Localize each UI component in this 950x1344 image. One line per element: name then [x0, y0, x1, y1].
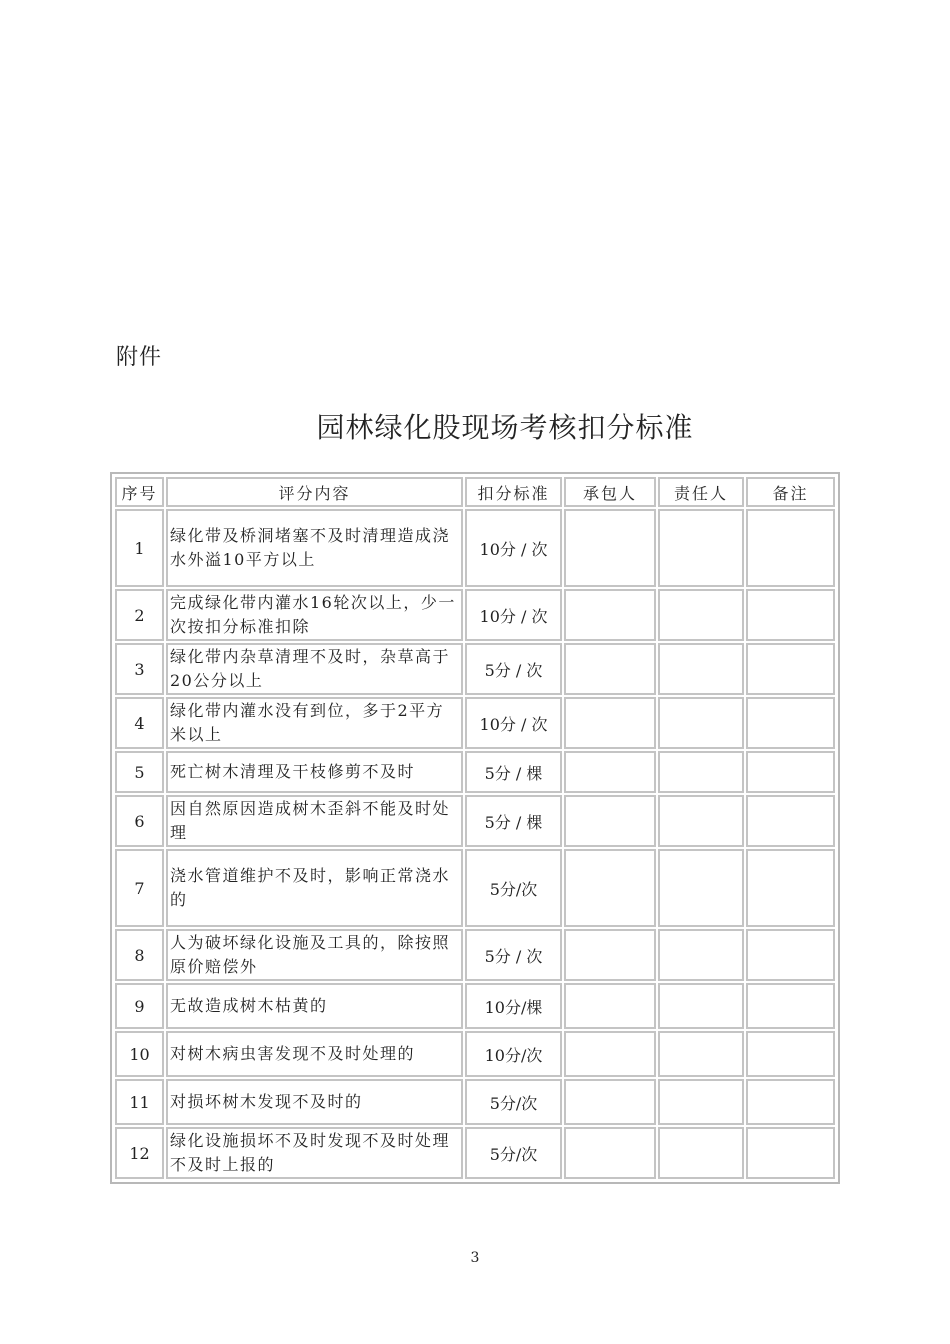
- row-remarks-cell: [746, 929, 835, 981]
- deduction-table-frame: [110, 472, 840, 1184]
- row-responsible-cell: [658, 751, 744, 793]
- row-remarks-cell: [746, 1031, 835, 1077]
- row-remarks-cell: [746, 849, 835, 927]
- header-no: 序号: [115, 477, 164, 507]
- deduction-table: [113, 475, 837, 1181]
- row-content: 绿化带内灌水没有到位，多于2平方米以上: [166, 697, 463, 749]
- row-contractor-cell: [564, 795, 656, 847]
- row-number: 1: [115, 509, 164, 587]
- row-responsible-cell: [658, 929, 744, 981]
- row-responsible-cell: [658, 697, 744, 749]
- row-deduction: 10分 / 次: [465, 697, 562, 749]
- table-row: [115, 1031, 835, 1077]
- row-contractor-cell: [564, 751, 656, 793]
- row-content: 绿化带内杂草清理不及时，杂草高于20公分以上: [166, 643, 463, 695]
- row-remarks-cell: [746, 983, 835, 1029]
- row-remarks-cell: [746, 795, 835, 847]
- row-number: 11: [115, 1079, 164, 1125]
- row-content: 无故造成树木枯黄的: [166, 983, 463, 1029]
- row-contractor-cell: [564, 983, 656, 1029]
- row-deduction: 5分/次: [465, 1079, 562, 1125]
- row-contractor-cell: [564, 589, 656, 641]
- row-contractor-cell: [564, 643, 656, 695]
- table-row: [115, 589, 835, 641]
- table-row: [115, 1127, 835, 1179]
- row-number: 5: [115, 751, 164, 793]
- table-row: [115, 697, 835, 749]
- row-responsible-cell: [658, 983, 744, 1029]
- row-content: 绿化带及桥洞堵塞不及时清理造成浇水外溢10平方以上: [166, 509, 463, 587]
- table-row: [115, 509, 835, 587]
- row-contractor-cell: [564, 1079, 656, 1125]
- row-content: 完成绿化带内灌水16轮次以上，少一次按扣分标准扣除: [166, 589, 463, 641]
- row-responsible-cell: [658, 849, 744, 927]
- row-contractor-cell: [564, 1127, 656, 1179]
- row-contractor-cell: [564, 1031, 656, 1077]
- row-content: 绿化设施损坏不及时发现不及时处理不及时上报的: [166, 1127, 463, 1179]
- header-deduction: 扣分标准: [465, 477, 562, 507]
- row-number: 9: [115, 983, 164, 1029]
- row-remarks-cell: [746, 697, 835, 749]
- row-number: 7: [115, 849, 164, 927]
- row-number: 8: [115, 929, 164, 981]
- row-deduction: 10分 / 次: [465, 509, 562, 587]
- header-remarks: 备注: [746, 477, 835, 507]
- row-deduction: 5分 / 棵: [465, 795, 562, 847]
- row-responsible-cell: [658, 589, 744, 641]
- row-number: 6: [115, 795, 164, 847]
- row-deduction: 10分/次: [465, 1031, 562, 1077]
- table-row: [115, 983, 835, 1029]
- attachment-label: 附件: [116, 345, 163, 370]
- row-responsible-cell: [658, 1031, 744, 1077]
- table-row: [115, 643, 835, 695]
- row-content: 对树木病虫害发现不及时处理的: [166, 1031, 463, 1077]
- row-contractor-cell: [564, 509, 656, 587]
- row-content: 浇水管道维护不及时，影响正常浇水的: [166, 849, 463, 927]
- row-deduction: 5分 / 次: [465, 643, 562, 695]
- row-number: 10: [115, 1031, 164, 1077]
- row-deduction: 5分 / 次: [465, 929, 562, 981]
- row-number: 12: [115, 1127, 164, 1179]
- row-contractor-cell: [564, 929, 656, 981]
- table-header-row: [115, 477, 835, 507]
- row-number: 4: [115, 697, 164, 749]
- row-content: 对损坏树木发现不及时的: [166, 1079, 463, 1125]
- row-deduction: 10分 / 次: [465, 589, 562, 641]
- row-responsible-cell: [658, 643, 744, 695]
- row-remarks-cell: [746, 509, 835, 587]
- row-content: 人为破坏绿化设施及工具的，除按照原价赔偿外: [166, 929, 463, 981]
- table-row: [115, 849, 835, 927]
- row-content: 因自然原因造成树木歪斜不能及时处理: [166, 795, 463, 847]
- row-number: 2: [115, 589, 164, 641]
- header-content: 评分内容: [166, 477, 463, 507]
- header-responsible: 责任人: [658, 477, 744, 507]
- row-remarks-cell: [746, 1127, 835, 1179]
- row-deduction: 5分 / 棵: [465, 751, 562, 793]
- table-row: [115, 929, 835, 981]
- row-remarks-cell: [746, 589, 835, 641]
- page-number: 3: [470, 1250, 480, 1266]
- row-contractor-cell: [564, 697, 656, 749]
- row-content: 死亡树木清理及干枝修剪不及时: [166, 751, 463, 793]
- row-responsible-cell: [658, 1079, 744, 1125]
- row-responsible-cell: [658, 1127, 744, 1179]
- row-remarks-cell: [746, 643, 835, 695]
- row-remarks-cell: [746, 1079, 835, 1125]
- row-responsible-cell: [658, 509, 744, 587]
- row-remarks-cell: [746, 751, 835, 793]
- row-responsible-cell: [658, 795, 744, 847]
- row-contractor-cell: [564, 849, 656, 927]
- row-deduction: 10分/棵: [465, 983, 562, 1029]
- row-number: 3: [115, 643, 164, 695]
- row-deduction: 5分/次: [465, 849, 562, 927]
- table-row: [115, 795, 835, 847]
- page-title: 园林绿化股现场考核扣分标准: [316, 411, 694, 444]
- row-deduction: 5分/次: [465, 1127, 562, 1179]
- table-row: [115, 751, 835, 793]
- header-contractor: 承包人: [564, 477, 656, 507]
- table-row: [115, 1079, 835, 1125]
